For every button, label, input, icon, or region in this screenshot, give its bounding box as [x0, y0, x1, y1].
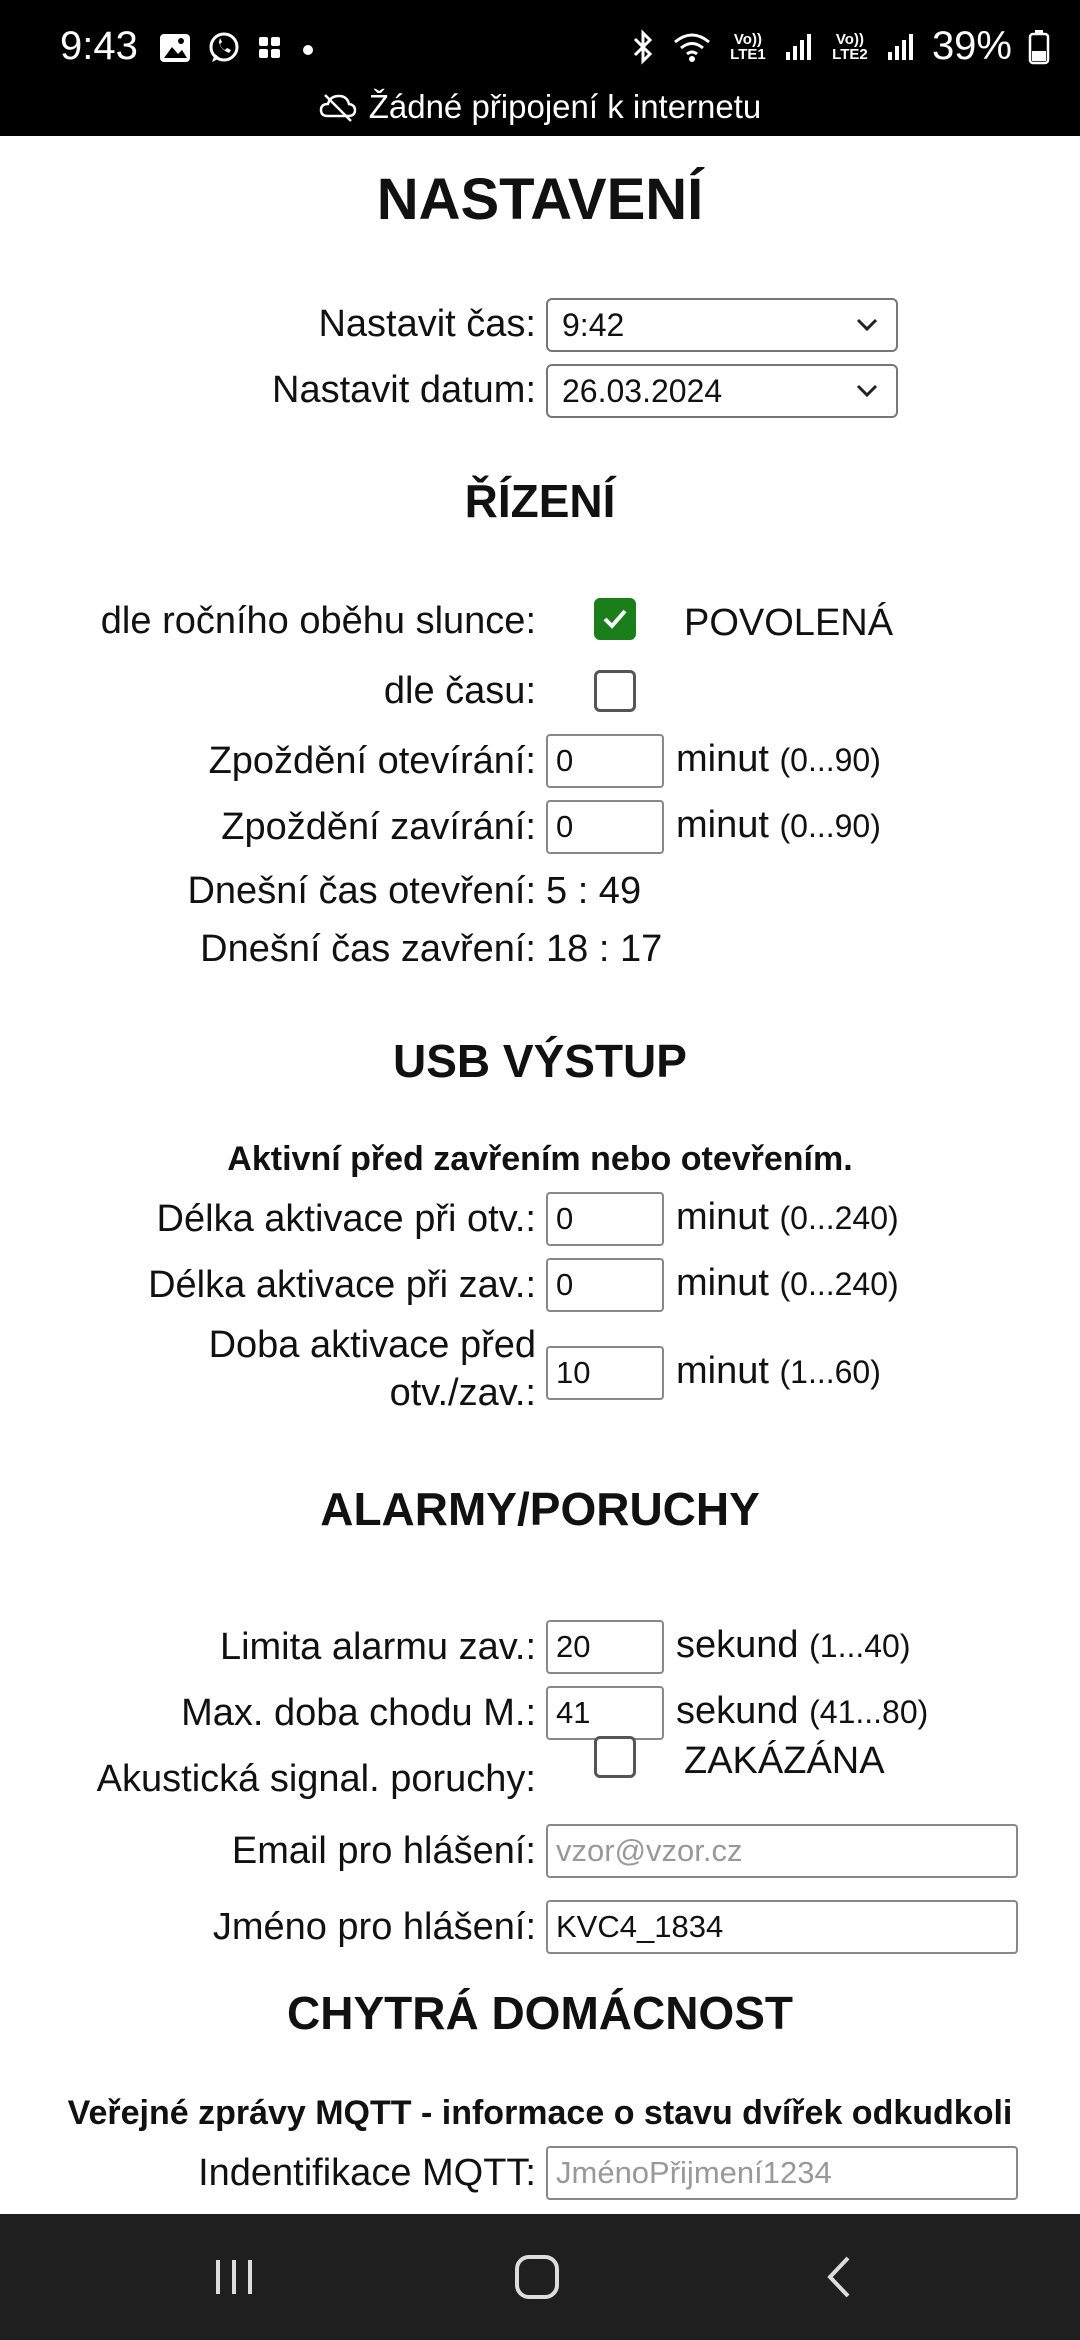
sim2-label: Vo)) LTE2 [832, 30, 868, 63]
acoustic-state: ZAKÁZÁNA [684, 1740, 885, 1782]
set-date-value: 26.03.2024 [562, 373, 723, 409]
open-time-label: Dnešní čas otevření: [187, 870, 536, 912]
set-date-select[interactable] [546, 364, 898, 418]
navigation-bar [0, 2214, 1080, 2340]
offline-text: Žádné připojení k internetu [368, 88, 762, 125]
wifi-icon [672, 30, 712, 64]
battery-percent: 39% [931, 24, 1012, 68]
email-input[interactable]: vzor@vzor.cz [546, 1824, 1018, 1878]
usb-before-label-1: Doba aktivace před [208, 1324, 536, 1366]
cloud-off-icon [319, 92, 357, 122]
usb-close-len-input[interactable]: 0 [546, 1258, 664, 1312]
usb-title: USB VÝSTUP [393, 1035, 687, 1087]
back-icon[interactable] [820, 2252, 860, 2302]
sun-label: dle ročního oběhu slunce: [100, 600, 536, 642]
page-title: NASTAVENÍ [376, 167, 704, 232]
acoustic-checkbox[interactable] [594, 1736, 636, 1778]
battery-icon [1028, 29, 1050, 65]
usb-note: Aktivní před zavřením nebo otevřením. [227, 1140, 853, 1178]
usb-close-len-label: Délka aktivace při zav.: [148, 1264, 536, 1306]
status-indicators [630, 24, 1050, 69]
report-name-label: Jméno pro hlášení: [212, 1906, 536, 1948]
signal-icon-2 [886, 32, 916, 62]
open-delay-unit: minut (0...90) [676, 738, 881, 780]
set-time-label: Nastavit čas: [318, 303, 536, 345]
close-delay-input[interactable]: 0 [546, 800, 664, 854]
set-date-label: Nastavit datum: [272, 369, 536, 411]
control-title: ŘÍZENÍ [464, 475, 616, 527]
close-time-label: Dnešní čas zavření: [200, 928, 536, 970]
image-icon [158, 31, 192, 65]
open-time-value: 5 : 49 [546, 870, 642, 912]
max-run-input[interactable]: 41 [546, 1686, 664, 1740]
usb-open-len-range: (0...240) [779, 1200, 899, 1236]
bluetooth-icon [630, 29, 656, 65]
notification-icons [158, 30, 318, 66]
open-delay-label: Zpoždění otevírání: [208, 740, 536, 782]
close-delay-range: (0...90) [779, 808, 881, 844]
set-time-value: 9:42 [562, 307, 625, 343]
by-time-label: dle času: [383, 670, 536, 712]
sim1-label: Vo)) LTE1 [730, 30, 766, 63]
open-delay-range: (0...90) [779, 742, 881, 778]
usb-before-input[interactable]: 10 [546, 1346, 664, 1400]
max-run-label: Max. doba chodu M.: [181, 1692, 536, 1734]
open-delay-input[interactable]: 0 [546, 734, 664, 788]
recent-apps-icon[interactable] [212, 2252, 256, 2302]
usb-close-len-unit: minut (0...240) [676, 1262, 899, 1304]
status-bar [0, 0, 1080, 136]
usb-close-len-range: (0...240) [779, 1266, 899, 1302]
offline-banner [0, 88, 1080, 126]
chevron-down-icon [852, 300, 882, 350]
check-icon [600, 604, 630, 634]
by-time-checkbox[interactable] [594, 670, 636, 712]
status-time: 9:43 [60, 24, 138, 68]
usb-open-len-input[interactable]: 0 [546, 1192, 664, 1246]
acoustic-label: Akustická signal. poruchy: [96, 1758, 536, 1800]
alarm-limit-range: (1...40) [809, 1628, 911, 1664]
alarm-limit-label: Limita alarmu zav.: [219, 1626, 536, 1668]
email-label: Email pro hlášení: [231, 1830, 536, 1872]
usb-before-label-2: otv./zav.: [389, 1372, 536, 1414]
sun-state: POVOLENÁ [684, 602, 894, 644]
usb-before-range: (1...60) [779, 1354, 881, 1390]
close-delay-label: Zpoždění zavírání: [221, 806, 536, 848]
close-delay-unit: minut (0...90) [676, 804, 881, 846]
dot-icon [298, 38, 318, 58]
usb-before-unit: minut (1...60) [676, 1350, 881, 1392]
signal-icon [784, 32, 814, 62]
close-time-value: 18 : 17 [546, 928, 663, 970]
mqtt-label: Indentifikace MQTT: [198, 2152, 536, 2194]
chevron-down-icon [852, 366, 882, 416]
usb-open-len-label: Délka aktivace při otv.: [156, 1198, 536, 1240]
alarms-title: ALARMY/PORUCHY [320, 1483, 760, 1535]
report-name-input[interactable]: KVC4_1834 [546, 1900, 1018, 1954]
smart-home-note: Veřejné zprávy MQTT - informace o stavu dvířek odkudkoli [67, 2094, 1013, 2132]
alarm-limit-unit: sekund (1...40) [676, 1624, 911, 1666]
set-time-select[interactable] [546, 298, 898, 352]
settings-page [0, 136, 1080, 2214]
grid-icon [256, 34, 284, 62]
mqtt-input[interactable]: JménoPřijmení1234 [546, 2146, 1018, 2200]
max-run-range: (41...80) [809, 1694, 929, 1730]
max-run-unit: sekund (41...80) [676, 1690, 929, 1732]
sun-checkbox[interactable] [594, 598, 636, 640]
usb-open-len-unit: minut (0...240) [676, 1196, 899, 1238]
smart-home-title: CHYTRÁ DOMÁCNOST [287, 1987, 793, 2039]
whatsapp-icon [206, 30, 242, 66]
alarm-limit-input[interactable]: 20 [546, 1620, 664, 1674]
home-icon[interactable] [512, 2252, 562, 2302]
